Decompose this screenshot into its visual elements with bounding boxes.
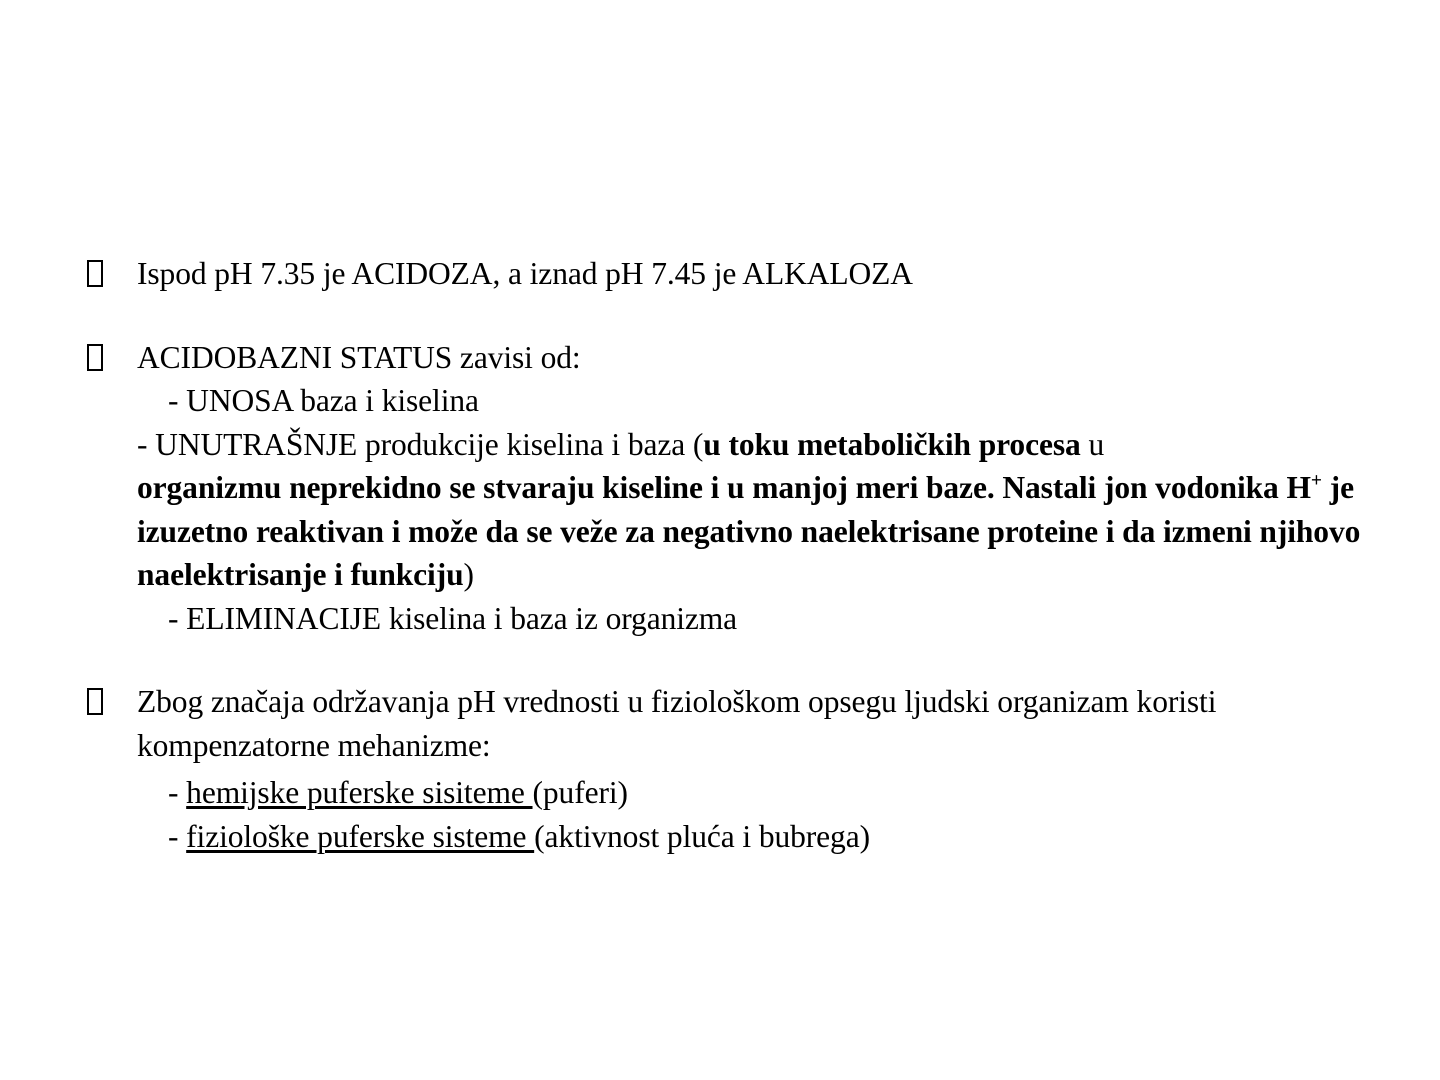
emphasis-reaktivan-funkciju: je izuzetno reaktivan i može da se veže za negativno naelektrisane proteine i da izmeni njihovo naelektrisanje i funkciju (137, 470, 1361, 592)
sub-item-eliminacija (137, 597, 1376, 641)
sub-item-unutrasnja-produkcija (137, 423, 1376, 597)
sub-item-fizioloski-puferi (137, 815, 1376, 859)
sub-item-unutrasnja-lead: UNUTRAŠNJE produkcije kiselina i baza ( (155, 426, 704, 462)
sub-item-dash: - (168, 600, 179, 636)
bullet-item-kompenzatorni-mehanizmi (86, 680, 1376, 858)
bullet-heading-kompenzatorni-mehanizmi: Zbog značaja održavanja pH vrednosti u fiziološkom opsegu ljudski organizam koristi kompenzatorne mehanizme: (137, 684, 1217, 763)
sub-item-eliminacija-label: ELIMINACIJE kiselina i baza iz organizma (186, 600, 738, 636)
bullet-box-icon (87, 688, 103, 715)
sub-item-dash: - (168, 775, 179, 810)
sub-item-fizioloski-puferi-note: (aktivnost pluća i bubrega) (534, 818, 870, 854)
emphasis-u-toku-metabolickih-procesa: u toku metaboličkih procesa (703, 426, 1081, 462)
bullet-box-icon (87, 260, 103, 287)
superscript-plus-charge: + (1310, 470, 1322, 492)
sub-item-hemijski-puferi-underlined: hemijske puferske sisiteme (186, 775, 533, 810)
bullet-text-acidoza-alkaloza: Ispod pH 7.35 je ACIDOZA, a iznad pH 7.45 je ALKALOZA (137, 256, 913, 291)
emphasis-wrap-block (137, 466, 1376, 597)
emphasis-organizmu-neprekidno: organizmu neprekidno se stvaraju kiseline i u manjoj meri baze. Nastali jon vodonika H (137, 470, 1311, 505)
sub-item-dash: - (168, 818, 179, 854)
slide-body (86, 252, 1376, 858)
sub-item-dash: - (168, 383, 179, 418)
sub-item-hemijski-puferi (137, 771, 1376, 815)
bullet-item-acidoza-alkaloza (86, 252, 1376, 296)
sub-item-unos-label: UNOSA baza i kiselina (186, 383, 479, 418)
bullet-heading-acidobazni-status: ACIDOBAZNI STATUS zavisi od: (137, 339, 581, 375)
plain-closing-paren: ) (463, 557, 474, 592)
sub-item-hemijski-puferi-note: (puferi) (532, 775, 628, 810)
bullet-item-acidobazni-status (86, 336, 1376, 641)
sub-item-fizioloski-puferi-underlined: fiziološke puferske sisteme (186, 818, 535, 854)
bullet-box-icon (87, 344, 103, 371)
plain-u: u (1080, 426, 1105, 462)
sub-item-dash: - (137, 426, 148, 462)
sub-item-unos (137, 379, 1376, 423)
